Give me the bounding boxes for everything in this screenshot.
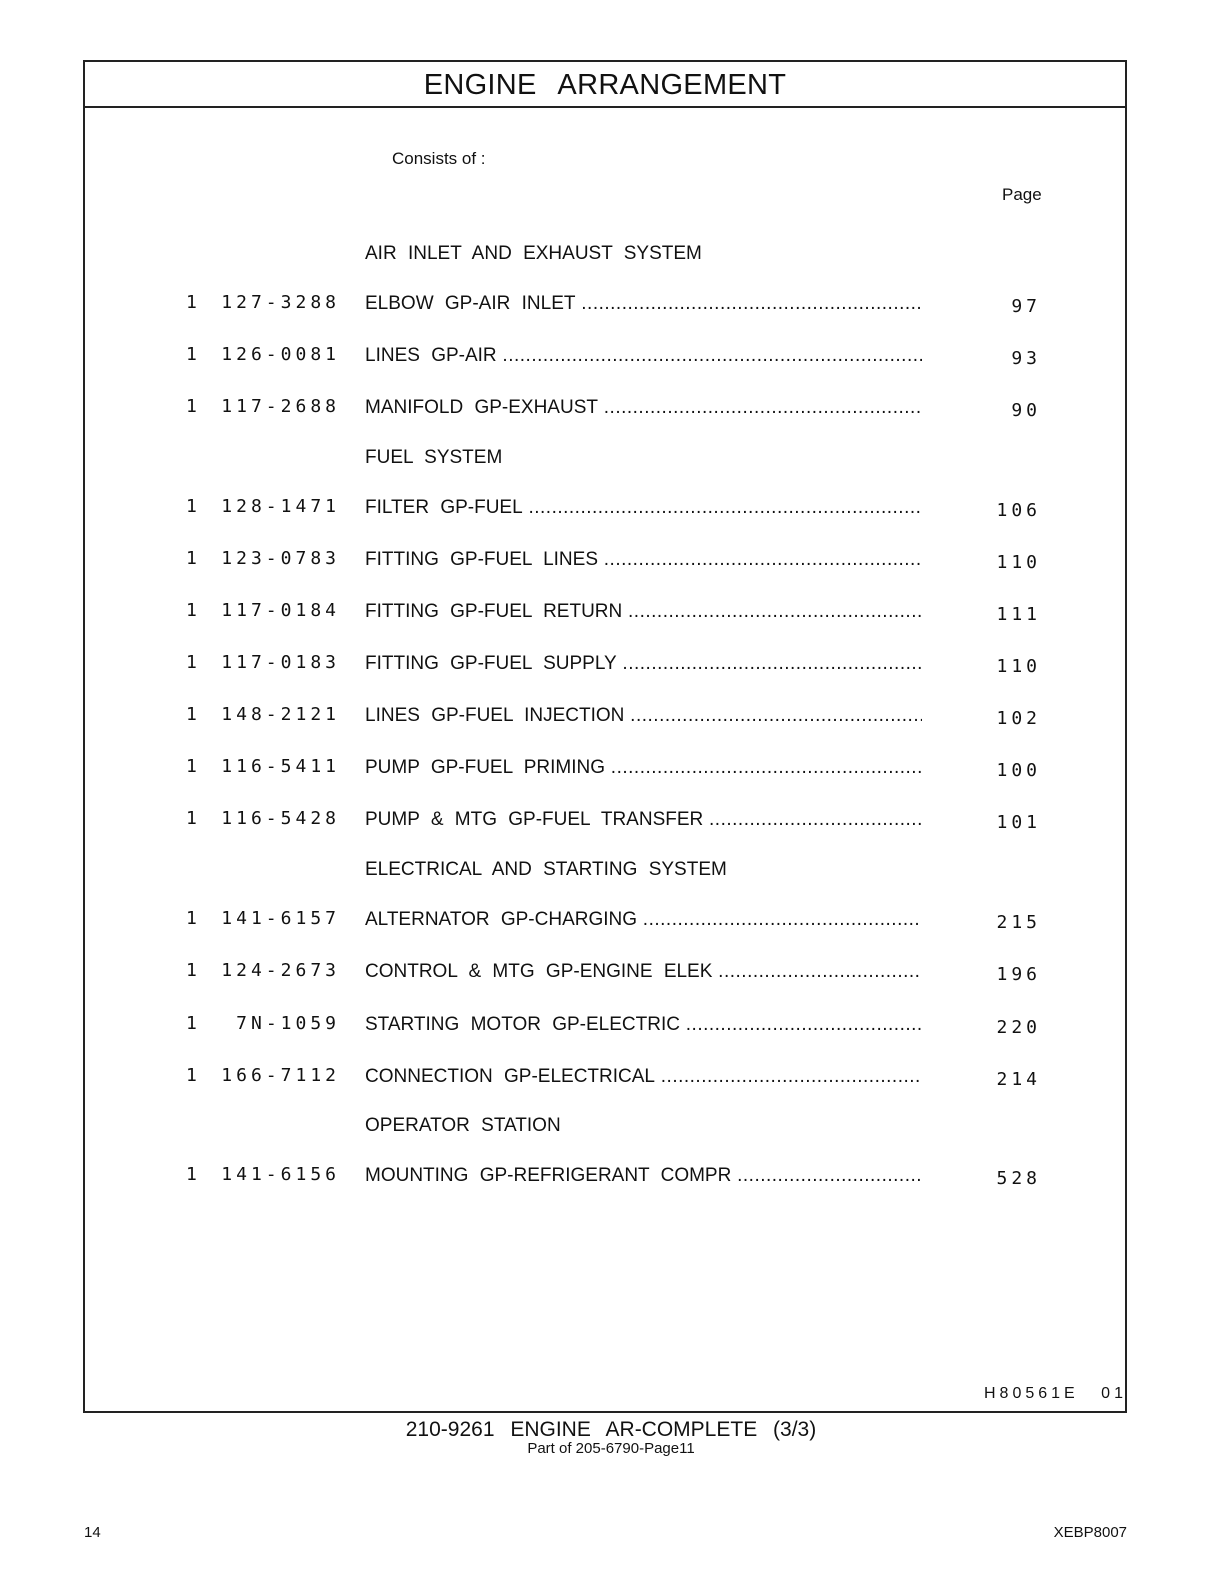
page-reference: 110 <box>996 552 1041 573</box>
part-number: 116-5428 <box>221 808 340 829</box>
quantity: 1 <box>186 756 197 777</box>
parts-row <box>0 496 1222 526</box>
quantity: 1 <box>186 908 197 929</box>
part-description: FILTER GP-FUEL ..... <box>365 497 922 519</box>
part-description: ELBOW GP-AIR INLET ..... <box>365 293 922 315</box>
frame-code: H80561E 01 <box>984 1385 1127 1402</box>
page-title: ENGINE ARRANGEMENT <box>85 62 1125 108</box>
parts-row <box>0 396 1222 426</box>
page-reference: 97 <box>1011 296 1041 317</box>
footer-subtitle: Part of 205-6790-Page11 <box>527 1440 695 1457</box>
parts-row <box>0 808 1222 838</box>
parts-row <box>0 548 1222 578</box>
quantity: 1 <box>186 1164 197 1185</box>
quantity: 1 <box>186 344 197 365</box>
part-description: CONTROL & MTG GP-ENGINE ELEK ..... <box>365 961 922 983</box>
page-reference: 111 <box>996 604 1041 625</box>
part-description: STARTING MOTOR GP-ELECTRIC ..... <box>365 1014 922 1036</box>
part-number: 116-5411 <box>221 756 340 777</box>
parts-row <box>0 344 1222 374</box>
document-id: XEBP8007 <box>1053 1524 1127 1541</box>
parts-row <box>0 292 1222 322</box>
part-description: FITTING GP-FUEL LINES ..... <box>365 549 922 571</box>
part-number: 127-3288 <box>221 292 340 313</box>
part-description: PUMP GP-FUEL PRIMING ..... <box>365 757 922 779</box>
parts-row <box>0 1065 1222 1095</box>
page-reference: 101 <box>996 812 1041 833</box>
parts-row <box>0 1013 1222 1043</box>
quantity: 1 <box>186 496 197 517</box>
quantity: 1 <box>186 652 197 673</box>
part-number: 7N-1059 <box>236 1013 340 1034</box>
page-reference: 90 <box>1011 400 1041 421</box>
page-number: 14 <box>84 1524 101 1541</box>
quantity: 1 <box>186 1065 197 1086</box>
parts-row <box>0 704 1222 734</box>
page-reference: 214 <box>996 1069 1041 1090</box>
footer-title: 210-9261 ENGINE AR-COMPLETE (3/3) <box>405 1418 817 1441</box>
part-number: 166-7112 <box>221 1065 340 1086</box>
quantity: 1 <box>186 600 197 621</box>
page-reference: 93 <box>1011 348 1041 369</box>
part-number: 126-0081 <box>221 344 340 365</box>
page-reference: 220 <box>996 1017 1041 1038</box>
parts-row <box>0 600 1222 630</box>
consists-label: Consists of : <box>392 149 486 168</box>
part-description: FITTING GP-FUEL SUPPLY ..... <box>365 653 922 675</box>
quantity: 1 <box>186 808 197 829</box>
part-number: 117-0183 <box>221 652 340 673</box>
page-reference: 106 <box>996 500 1041 521</box>
part-number: 148-2121 <box>221 704 340 725</box>
parts-row <box>0 908 1222 938</box>
part-number: 117-0184 <box>221 600 340 621</box>
part-description: LINES GP-FUEL INJECTION ..... <box>365 705 922 727</box>
part-description: PUMP & MTG GP-FUEL TRANSFER ..... <box>365 809 922 831</box>
part-number: 128-1471 <box>221 496 340 517</box>
section-title: OPERATOR STATION <box>365 1115 561 1136</box>
section-title: FUEL SYSTEM <box>365 447 503 468</box>
part-number: 117-2688 <box>221 396 340 417</box>
part-number: 124-2673 <box>221 960 340 981</box>
page-reference: 110 <box>996 656 1041 677</box>
quantity: 1 <box>186 396 197 417</box>
quantity: 1 <box>186 548 197 569</box>
parts-row <box>0 960 1222 990</box>
section-title: ELECTRICAL AND STARTING SYSTEM <box>365 859 727 880</box>
page-reference: 102 <box>996 708 1041 729</box>
part-description: MANIFOLD GP-EXHAUST ..... <box>365 397 922 419</box>
part-description: ALTERNATOR GP-CHARGING ..... <box>365 909 922 931</box>
quantity: 1 <box>186 1013 197 1034</box>
page-column-header: Page <box>1002 185 1042 204</box>
page-reference: 215 <box>996 912 1041 933</box>
part-number: 141-6157 <box>221 908 340 929</box>
part-number: 123-0783 <box>221 548 340 569</box>
part-description: FITTING GP-FUEL RETURN ..... <box>365 601 922 623</box>
part-description: CONNECTION GP-ELECTRICAL ..... <box>365 1066 922 1088</box>
section-title: AIR INLET AND EXHAUST SYSTEM <box>365 243 702 264</box>
quantity: 1 <box>186 960 197 981</box>
parts-row <box>0 756 1222 786</box>
page-reference: 100 <box>996 760 1041 781</box>
parts-row <box>0 1164 1222 1194</box>
quantity: 1 <box>186 704 197 725</box>
parts-row <box>0 652 1222 682</box>
part-description: MOUNTING GP-REFRIGERANT COMPR ..... <box>365 1165 922 1187</box>
part-description: LINES GP-AIR ..... <box>365 345 922 367</box>
page-reference: 196 <box>996 964 1041 985</box>
page-reference: 528 <box>996 1168 1041 1189</box>
quantity: 1 <box>186 292 197 313</box>
part-number: 141-6156 <box>221 1164 340 1185</box>
